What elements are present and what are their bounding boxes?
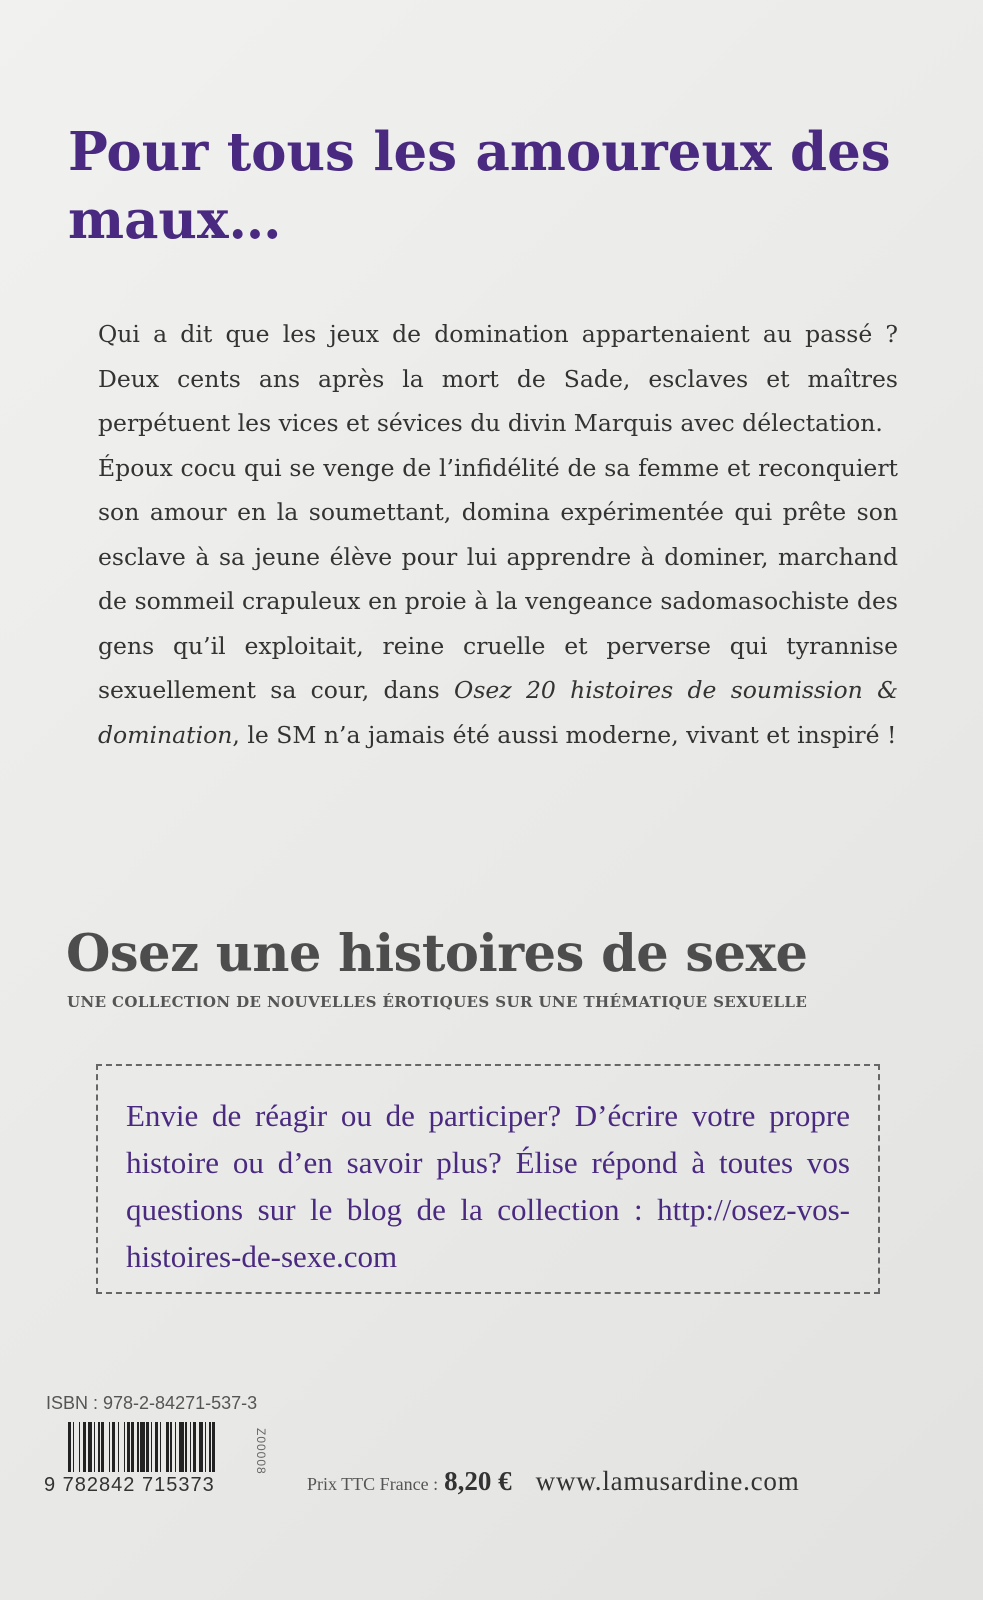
blurb-paragraph-2-end: , le SM n’a jamais été aussi moderne, vivant et inspiré ! (232, 720, 897, 749)
barcode-space (215, 1422, 217, 1472)
barcode-digits: 9 782842 715373 (44, 1474, 215, 1496)
blurb-paragraph-1: Qui a dit que les jeux de domination appartenaient au passé ? Deux cents ans après la mort de Sade, esclaves et maîtres perpétuent les vices et sévices du divin Marquis avec délectation. (98, 320, 898, 437)
price-line (307, 1466, 800, 1497)
barcode (68, 1422, 260, 1472)
contact-box (96, 1064, 880, 1294)
product-code: Z00008 (254, 1428, 268, 1475)
isbn: ISBN : 978-2-84271-537-3 (46, 1393, 258, 1413)
book-title: Osez 20 histoires de soumission & domination (98, 676, 898, 749)
price-value: 8,20 € (444, 1466, 512, 1496)
collection-subtitle: UNE COLLECTION DE NOUVELLES ÉROTIQUES SUR UNE THÉMATIQUE SEXUELLE (67, 993, 808, 1011)
blurb (98, 312, 898, 757)
contact-text: Envie de réagir ou de participer? D’écrire votre propre histoire ou d’en savoir plus? Élise répond à toutes vos questions sur le blog de la collection : http://osez-vos-histoires-de-sexe.com (126, 1098, 850, 1274)
blurb-paragraph-2-start: Époux cocu qui se venge de l’infidélité de sa femme et reconquiert son amour en la soumettant, domina expérimentée qui prête son esclave à sa jeune élève pour lui apprendre à dominer, marchand de sommeil crapuleux en proie à la vengeance sadomasochiste des gens qu’il exploitait, reine cruelle et perverse qui tyrannise sexuellement sa cour, dans (98, 453, 898, 704)
blurb-paragraph-2 (98, 446, 898, 758)
publisher-website: www.lamusardine.com (535, 1466, 800, 1496)
price-label: Prix TTC France : (307, 1474, 439, 1494)
collection-title: Osez une histoires de sexe (66, 924, 808, 984)
headline: Pour tous les amoureux des maux… (68, 121, 891, 251)
